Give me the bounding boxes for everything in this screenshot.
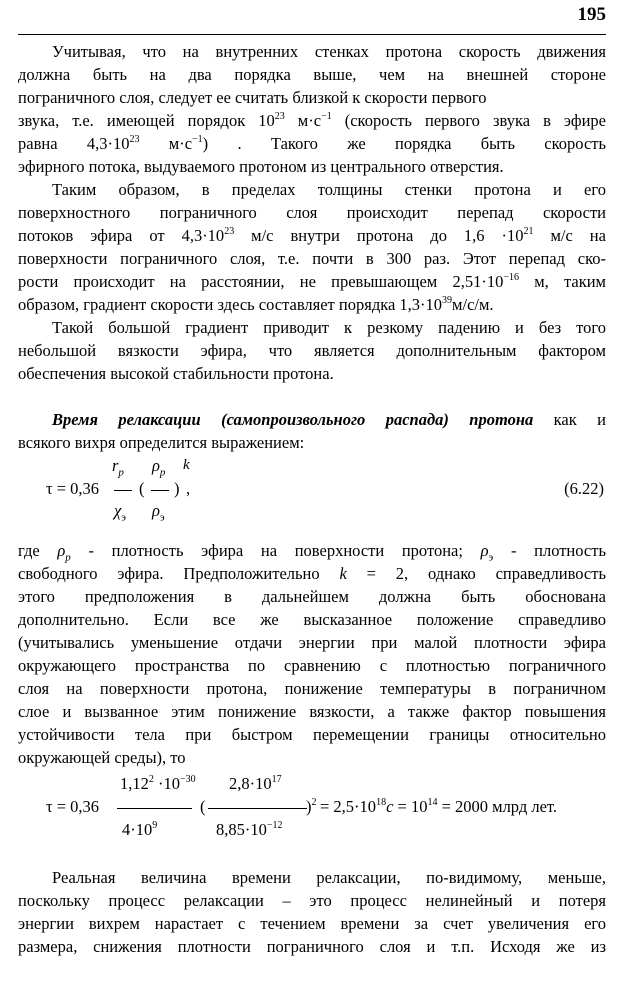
text-line: Учитывая, что на внутренних стенках протона скорость движения — [52, 42, 606, 61]
text-line: образом, градиент скорости здесь составляет порядка $1,3\cdot 10^{39}м/с/м$. — [18, 295, 494, 314]
header-rule — [18, 34, 606, 35]
eq1-comma: , — [186, 479, 191, 498]
text-line: где $\rho_р$ - плотность эфира на поверхности протона; $\rho_э$ - плотность — [18, 541, 606, 564]
text-line: должна быть на два порядка выше, чем на внешней стороне — [18, 65, 606, 84]
text-line: устойчивости тела при быстром перемещении границы относительно — [18, 725, 606, 744]
text-line: Реальная величина времени релаксации, по-видимому, меньше, — [52, 868, 606, 887]
eq2-result: = $2,5\cdot 10^{18}c = 10^{14} = 2000$ млрд лет. — [320, 797, 558, 816]
text-line: окружающего пространства по сравнению с плотностью пограничного — [18, 656, 606, 675]
text-line: свободного эфира. Предположительно k = 2, однако справедливость — [18, 564, 606, 583]
eq2-denominator-2: $8,85\cdot 10^{-12}$ — [216, 820, 283, 839]
eq2-numerator-1: $1,12^2 \cdot 10^{-30}$ — [120, 774, 196, 793]
text-line: поверхностного пограничного слоя происходит перепад скорости — [18, 203, 606, 222]
eq2-fraction-bar-2 — [208, 808, 307, 809]
text-line: слоя на поверхности протона, понижение температуры в пограничном — [18, 679, 606, 698]
eq1-lhs: τ = 0,36 — [46, 479, 100, 498]
text-line: Время релаксации (самопроизвольного распада) протона как и — [52, 410, 606, 429]
eq2-numerator-2: $2,8\cdot 10^{17}$ — [229, 774, 282, 793]
text-line: этого предположения в дальнейшем должна быть обоснована — [18, 587, 606, 606]
eq2-denominator-1: $4\cdot 10^9$ — [122, 820, 158, 839]
text-line: Такой большой градиент приводит к резкому падению и без того — [52, 318, 606, 337]
eq1-numerator-r: $r_p$ — [112, 456, 124, 479]
text-line: (учитывались уменьшение отдачи энергии при малой плотности эфира — [18, 633, 606, 652]
text-line: обеспечения высокой стабильности протона. — [18, 364, 334, 383]
eq1-exponent-k: k — [183, 457, 190, 473]
bold-heading: Время релаксации (самопроизвольного распада) протона — [52, 410, 534, 429]
text-line: пограничного слоя, следует ее считать близкой к скорости первого — [18, 88, 487, 107]
text-line: эфирного потока, выдуваемого протоном из центрального отверстия. — [18, 157, 504, 176]
text-line: Таким образом, в пределах толщины стенки протона и его — [52, 180, 606, 199]
text-line: небольшой вязкости эфира, что является дополнительным фактором — [18, 341, 606, 360]
eq2-close-paren: )$^2$ — [306, 797, 317, 816]
text-line: слое и вызванное этим понижение вязкости, а также фактор повышения — [18, 702, 606, 721]
eq2-open-paren: ( — [200, 797, 206, 816]
text-line: рости происходит на расстоянии, не превышающем $2,51\cdot 10^{-16}$ м, таким — [18, 272, 606, 291]
eq2-lhs: τ = 0,36 — [46, 797, 100, 816]
text-line: потоков эфира от $4,3\cdot 10^{23}$ м/с внутри протона до $1,6 \cdot 10^{21}$ м/с на — [18, 226, 606, 245]
eq2-fraction-bar-1 — [117, 808, 192, 809]
text-line: звука, т.е. имеющей порядок $10^{23}$ $м\cdot с^{-1}$ (скорость первого звука в эфире — [18, 111, 606, 130]
text-line: равна $4,3\cdot 10^{23}$ $м\cdot с^{-1}$) . Такого же порядка быть скорость — [18, 134, 607, 153]
eq1-fraction-bar-inner — [151, 490, 169, 491]
eq1-close-paren: ) — [174, 479, 180, 498]
text-line: всякого вихря определится выражением: — [18, 433, 305, 452]
text-line: энергии вихрем нарастает с течением времени за счет увеличения его — [18, 914, 606, 933]
text-line: размера, снижения плотности пограничного слоя и т.п. Исходя же из — [18, 937, 606, 956]
eq1-open-paren: ( — [139, 479, 145, 498]
eq1-denominator-chi: $\chi_э$ — [114, 501, 126, 524]
eq1-denominator-rho: $\rho_э$ — [152, 501, 165, 524]
page-number: 195 — [577, 4, 606, 25]
equation-number: (6.22) — [564, 479, 604, 498]
text-line: поскольку процесс релаксации – это процесс нелинейный и потеря — [18, 891, 606, 910]
text-line: окружающей среды), то — [18, 748, 186, 767]
text-line: поверхности пограничного слоя, т.е. почти в 300 раз. Этот перепад ско- — [18, 249, 606, 268]
eq1-fraction-bar — [114, 490, 132, 491]
text-line: дополнительно. Если все же высказанное положение справедливо — [18, 610, 606, 629]
eq1-numerator-rho: $\rho_p$ — [152, 456, 166, 479]
